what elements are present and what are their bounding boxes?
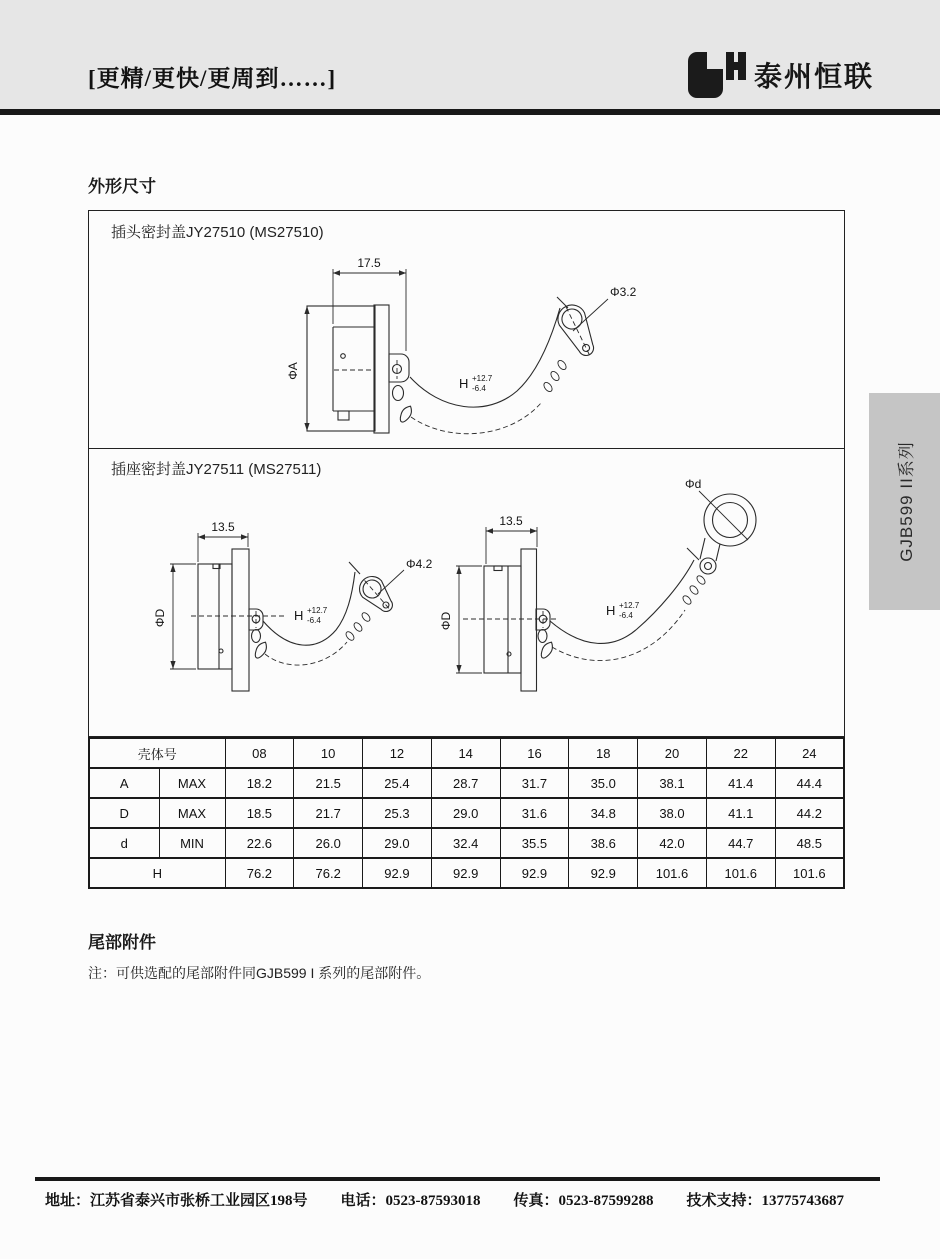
column-header: 12 <box>363 738 432 768</box>
figure2-drawing <box>89 448 843 736</box>
param-cell: H <box>89 858 225 888</box>
value-cell: 25.3 <box>363 798 432 828</box>
fig2-left-hole-dia-label: Φ4.2 <box>406 557 433 571</box>
fig2-right-width-dimension <box>486 514 537 564</box>
value-cell: 92.9 <box>363 858 432 888</box>
value-cell: 92.9 <box>431 858 500 888</box>
fig2-right-ring-dia-label: Φd <box>685 477 702 491</box>
figure1-title: 插头密封盖JY27510 (MS27510) <box>111 224 324 241</box>
fig2-right-h-upper-tol: +12.7 <box>619 601 640 610</box>
dimension-table <box>88 737 845 889</box>
column-header: 16 <box>500 738 569 768</box>
fig2-left-h-dimension <box>294 606 328 625</box>
fig2-left-hole-dia-callout <box>378 557 433 594</box>
header-slogan: [更精/更快/更周到……] <box>88 66 337 91</box>
fig2-right-dia-label: ΦD <box>439 611 453 631</box>
value-cell: 22.6 <box>225 828 294 858</box>
fig1-h-upper-tol: +12.7 <box>472 374 493 383</box>
fig2-right-width-dim-label: 13.5 <box>499 514 523 528</box>
value-cell: 31.7 <box>500 768 569 798</box>
series-label: GJB599 II系列 <box>897 441 917 562</box>
fig1-hole-dia-label: Φ3.2 <box>610 285 637 299</box>
value-cell: 76.2 <box>294 858 363 888</box>
tail-accessories-title: 尾部附件 <box>88 933 156 952</box>
value-cell: 29.0 <box>363 828 432 858</box>
fig2-right-diameter-dimension <box>439 566 482 673</box>
value-cell: 92.9 <box>500 858 569 888</box>
fig1-diameter-dimension <box>286 306 310 431</box>
column-header: 10 <box>294 738 363 768</box>
value-cell: 38.1 <box>638 768 707 798</box>
value-cell: 48.5 <box>775 828 844 858</box>
value-cell: 34.8 <box>569 798 638 828</box>
footer-address: 地址：江苏省泰兴市张桥工业园区198号 <box>45 1193 308 1209</box>
value-cell: 31.6 <box>500 798 569 828</box>
value-cell: 38.6 <box>569 828 638 858</box>
fig2-left-width-dim-label: 13.5 <box>211 520 235 534</box>
value-cell: 44.4 <box>775 768 844 798</box>
value-cell: 92.9 <box>569 858 638 888</box>
fig2-right-lanyard-ring <box>700 494 756 574</box>
table-header-row <box>89 738 844 768</box>
footer-support: 技术支持：13775743687 <box>686 1193 845 1209</box>
column-header: 08 <box>225 738 294 768</box>
fig1-hole-dia-callout <box>573 285 637 331</box>
fig1-h-dimension <box>459 374 493 393</box>
value-cell: 41.1 <box>706 798 775 828</box>
fig2-left-width-dimension <box>198 520 248 562</box>
limit-cell: MAX <box>159 768 225 798</box>
value-cell: 101.6 <box>638 858 707 888</box>
value-cell: 21.7 <box>294 798 363 828</box>
fig2-left-dia-label: ΦD <box>153 608 167 628</box>
column-header: 22 <box>706 738 775 768</box>
footer-divider-bar <box>35 1177 880 1181</box>
figure2-title: 插座密封盖JY27511 (MS27511) <box>111 461 322 478</box>
value-cell: 76.2 <box>225 858 294 888</box>
footer-fax: 传真：0523-87599288 <box>513 1193 654 1209</box>
limit-cell: MIN <box>159 828 225 858</box>
series-side-tab <box>869 393 940 610</box>
fig1-width-dim-label: 17.5 <box>357 256 381 270</box>
table-row <box>89 768 844 798</box>
table-row <box>89 798 844 828</box>
param-cell: A <box>89 768 159 798</box>
value-cell: 28.7 <box>431 768 500 798</box>
fig1-chain <box>393 297 569 434</box>
value-cell: 41.4 <box>706 768 775 798</box>
fig2-left-h-lower-tol: -6.4 <box>307 616 321 625</box>
fig2-right-h-dimension <box>606 601 640 620</box>
outline-dimensions-title: 外形尺寸 <box>88 177 156 196</box>
header-divider-bar <box>0 109 940 115</box>
value-cell: 44.2 <box>775 798 844 828</box>
fig2-left-diameter-dimension <box>153 564 196 669</box>
lh-logo-icon <box>688 50 746 100</box>
fig2-left-h-upper-tol: +12.7 <box>307 606 328 615</box>
company-logo <box>688 50 874 100</box>
value-cell: 21.5 <box>294 768 363 798</box>
column-header: 18 <box>569 738 638 768</box>
figure1-drawing <box>89 211 843 448</box>
value-cell: 35.0 <box>569 768 638 798</box>
value-cell: 42.0 <box>638 828 707 858</box>
fig1-h-label: H <box>459 376 469 391</box>
value-cell: 38.0 <box>638 798 707 828</box>
fig2-left-body <box>191 549 285 691</box>
fig1-cap-body <box>307 305 409 433</box>
fig2-left-h-label: H <box>294 608 304 623</box>
tail-accessories-note: 注：可供选配的尾部附件同GJB599 I 系列的尾部附件。 <box>88 965 431 981</box>
page-footer <box>45 1189 905 1210</box>
value-cell: 25.4 <box>363 768 432 798</box>
param-cell: d <box>89 828 159 858</box>
brand-name: 泰州恒联 <box>754 61 875 92</box>
fig2-left-lanyard-fob <box>354 571 400 618</box>
table-row <box>89 858 844 888</box>
fig1-h-lower-tol: -6.4 <box>472 384 486 393</box>
fig1-width-dimension <box>333 256 406 351</box>
value-cell: 26.0 <box>294 828 363 858</box>
figure-box <box>88 210 845 737</box>
limit-cell: MAX <box>159 798 225 828</box>
table-row <box>89 828 844 858</box>
param-cell: D <box>89 798 159 828</box>
value-cell: 29.0 <box>431 798 500 828</box>
value-cell: 32.4 <box>431 828 500 858</box>
footer-phone: 电话：0523-87593018 <box>340 1193 481 1209</box>
fig2-right-body <box>463 549 559 691</box>
fig2-right-h-label: H <box>606 603 616 618</box>
column-header: 20 <box>638 738 707 768</box>
value-cell: 101.6 <box>706 858 775 888</box>
value-cell: 18.5 <box>225 798 294 828</box>
value-cell: 35.5 <box>500 828 569 858</box>
fig1-lanyard-fob <box>553 300 603 362</box>
value-cell: 44.7 <box>706 828 775 858</box>
column-header: 24 <box>775 738 844 768</box>
value-cell: 18.2 <box>225 768 294 798</box>
column-header: 14 <box>431 738 500 768</box>
page-header <box>0 0 940 109</box>
fig2-right-h-lower-tol: -6.4 <box>619 611 633 620</box>
fig1-dia-label: ΦA <box>286 362 300 380</box>
shell-size-header: 壳体号 <box>89 738 225 768</box>
value-cell: 101.6 <box>775 858 844 888</box>
